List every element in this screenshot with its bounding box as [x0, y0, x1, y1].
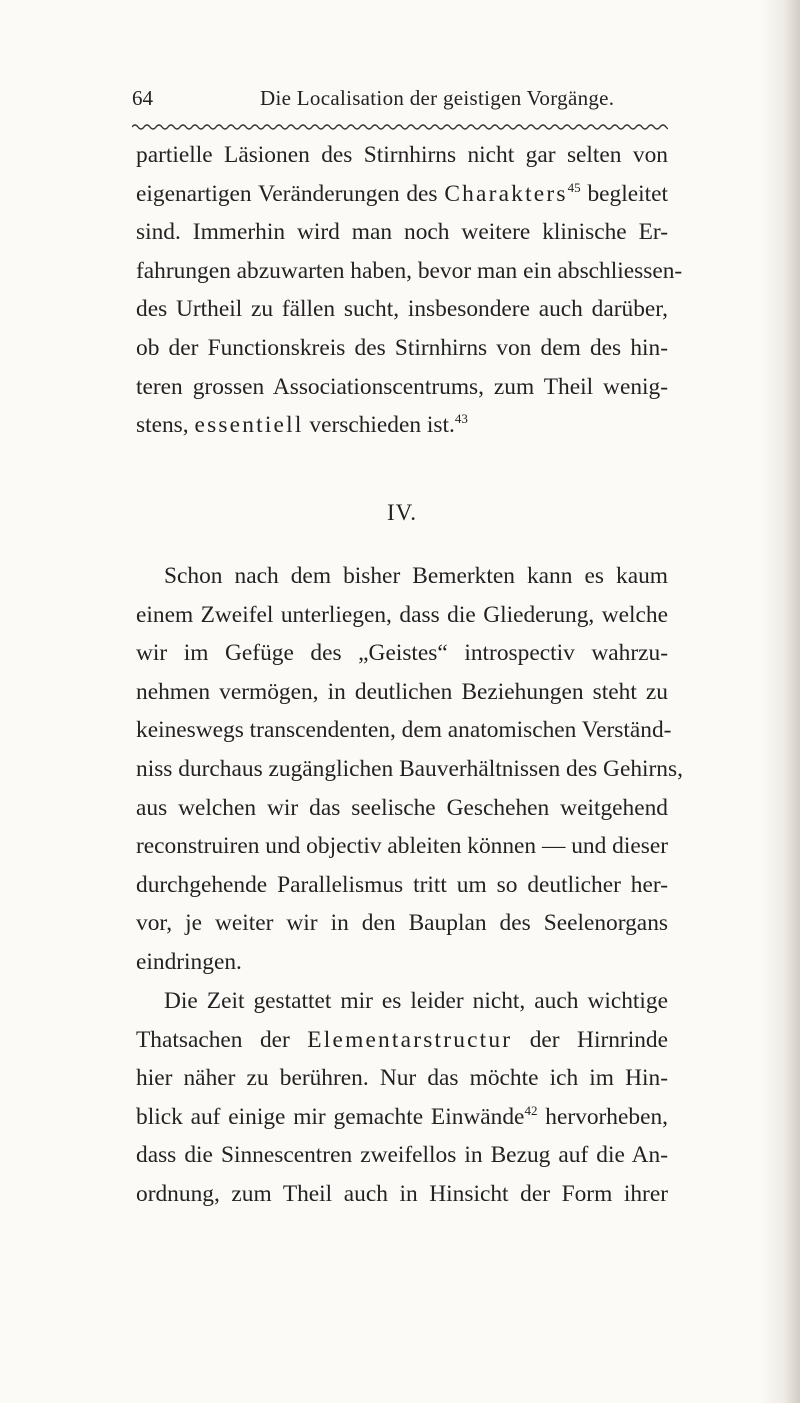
text-line: partielle Läsionen des Stirnhirns nicht gar selten von [136, 142, 668, 168]
text-line [136, 406, 668, 445]
text-line: nehmen vermögen, in deutlichen Beziehungen steht zu [136, 678, 668, 705]
footnote-marker: 42 [524, 1102, 538, 1118]
text-line: sind. Immerhin wird man noch weitere klinische Er- [136, 219, 668, 246]
paragraph-1 [136, 136, 683, 445]
text-line: einem Zweifel unterliegen, dass die Gliederung, welche [136, 601, 668, 628]
text-line: durchgehende Parallelismus tritt um so deutlicher her- [136, 871, 668, 898]
footnote-marker: 45 [567, 179, 581, 195]
spaced-word: Charakters [444, 180, 568, 207]
text-line: reconstruiren und objectiv ableiten können — und dieser [136, 833, 668, 860]
text-run: der Hirnrinde [512, 1026, 668, 1053]
text-run: verschieden ist. [303, 412, 455, 439]
spaced-word: essentiell [194, 412, 304, 439]
text-line: Die Zeit gestattet mir es leider nicht, auch wichtige [164, 988, 668, 1014]
text-line: Schon nach dem bisher Bemerkten kann es kaum [164, 563, 668, 589]
text-line: aus welchen wir das seelische Geschehen weitgehend [136, 794, 668, 821]
section-heading: IV. [386, 500, 418, 525]
text-line: wir im Gefüge des „Geistes“ introspectiv wahrzu- [136, 640, 668, 667]
text-run: eigenartigen Veränderungen des [136, 180, 445, 207]
text-line: hier näher zu berühren. Nur das möchte ich im Hin- [136, 1065, 668, 1092]
text-line: niss durchaus zugänglichen Bauverhältnissen des Gehirns, [136, 755, 683, 782]
page-number: 64 [132, 86, 153, 110]
text-line [136, 1021, 668, 1060]
running-head-title: Die Localisation der geistigen Vorgänge. [260, 86, 615, 110]
ornamental-wavy-rule [132, 122, 668, 132]
text-line [136, 1098, 668, 1137]
text-line: ob der Functionskreis des Stirnhirns von dem des hin- [136, 334, 668, 361]
text-run: Thatsachen der [136, 1026, 308, 1053]
text-line [136, 175, 668, 214]
text-line: eindringen. [136, 948, 242, 975]
text-line: vor, je weiter wir in den Bauplan des Seelenorgans [136, 910, 668, 937]
text-line: keineswegs transcendenten, dem anatomischen Verständ- [136, 717, 672, 744]
text-run: begleitet [580, 180, 668, 207]
text-run: hervorheben, [537, 1103, 669, 1130]
paragraph-2 [136, 557, 683, 982]
text-line: dass die Sinnescentren zweifellos in Bezug auf die An- [136, 1142, 668, 1169]
text-line: fahrungen abzuwarten haben, bevor man ein abschliessen- [136, 257, 683, 284]
running-head [132, 86, 672, 118]
spaced-word: Elementarstructur [307, 1026, 513, 1053]
text-line: teren grossen Associationscentrums, zum Theil wenig- [136, 373, 668, 400]
text-line: des Urtheil zu fällen sucht, insbesondere auch darüber, [136, 296, 668, 323]
paragraph-3 [136, 982, 668, 1214]
text-run: stens, [136, 412, 195, 439]
footnote-marker: 43 [454, 411, 468, 427]
text-line: ordnung, zum Theil auch in Hinsicht der Form ihrer [136, 1180, 668, 1207]
text-run: blick auf einige mir gemachte Einwände [136, 1103, 525, 1130]
page-edge-shadow [760, 0, 800, 1403]
